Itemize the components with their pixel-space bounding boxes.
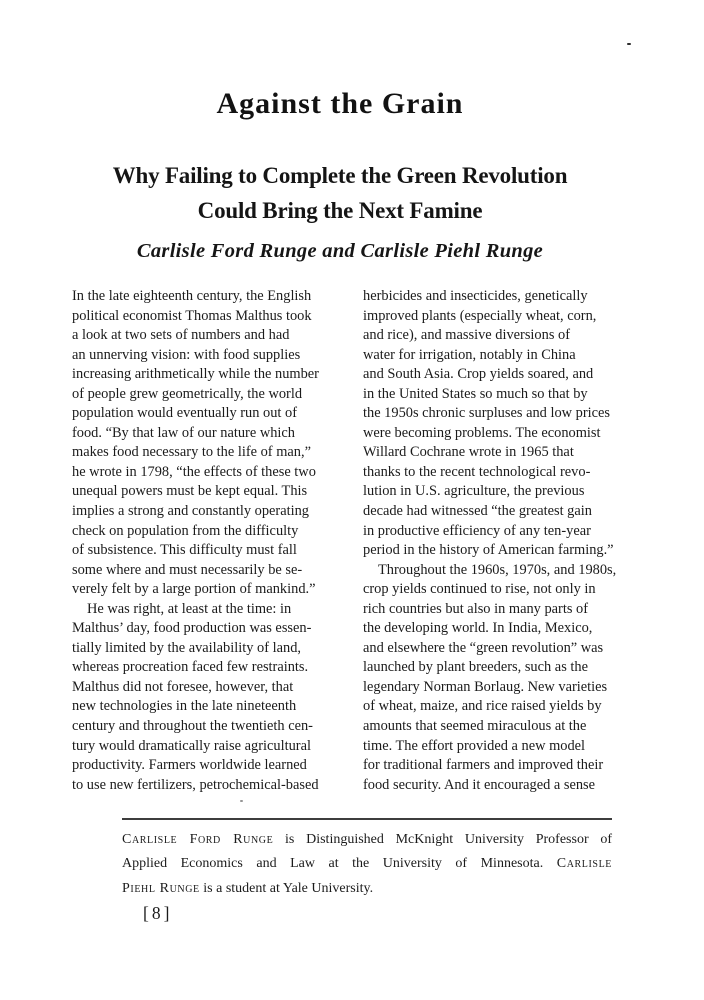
subtitle-line: Could Bring the Next Famine [197,198,483,223]
footnote-rule [122,818,612,820]
body-line: water for irrigation, notably in China [363,346,576,363]
body-line: crop yields continued to rise, not only in [363,581,596,598]
author-note-line [122,877,612,901]
author-note [122,818,612,901]
body-line: legendary Norman Borlaug. New varieties [363,678,608,695]
body-line: makes food necessary to the life of man,” [72,444,311,461]
body-line: period in the history of American farming.” [363,542,614,559]
body-line: an unnerving vision: with food supplies [72,346,301,363]
body-line: and elsewhere the “green revolution” was [363,639,604,656]
body-line: of people grew geometrically, the world [72,385,303,402]
author-note-text: is a student at Yale University. [199,880,374,896]
body-line: Willard Cochrane wrote in 1965 that [363,444,574,461]
body-line: of subsistence. This difficulty must fall [72,542,297,559]
body-line: to use new fertilizers, petrochemical-based [72,776,319,793]
body-line: improved plants (especially wheat, corn, [363,307,597,324]
body-line: he wrote in 1798, “the effects of these two [72,463,316,480]
body-line: tury would dramatically raise agricultural [72,737,311,754]
scan-speck [240,800,243,802]
author-note-line [122,828,612,852]
body-line: lution in U.S. agriculture, the previous [363,483,585,500]
body-line: unequal powers must be kept equal. This [72,483,308,500]
body-line: in the United States so much so that by [363,385,588,402]
body-line: He was right, at least at the time: in [87,600,292,617]
author-name: Carlisle Ford Runge [122,832,274,847]
body-line: food security. And it encouraged a sense [363,776,596,793]
article-title: Against the Grain [216,87,464,120]
author-note-line [122,852,612,876]
body-line: a look at two sets of numbers and had [72,327,290,344]
body-line: for traditional farmers and improved their [363,757,604,774]
body-line: tially limited by the availability of land, [72,639,301,656]
author-note-text: Applied Economics and Law at the University of Minnesota. [122,856,544,872]
body-line: In the late eighteenth century, the English [72,288,312,304]
article-subtitle [10,158,670,228]
body-line: and South Asia. Crop yields soared, and [363,366,594,383]
article-byline: Carlisle Ford Runge and Carlisle Piehl Runge [136,240,544,262]
body-line: rich countries but also in many parts of [363,600,589,617]
body-line: the 1950s chronic surpluses and low prices [363,405,610,422]
body-line: political economist Thomas Malthus took [72,307,312,324]
body-line: check on population from the difficulty [72,522,299,539]
body-line: Malthus’ day, food production was essen- [72,620,312,637]
body-line: population would eventually run out of [72,405,298,422]
body-line: century and throughout the twentieth cen- [72,718,313,735]
body-line: launched by plant breeders, such as the [363,659,588,676]
scan-speck [627,43,631,45]
body-line: Malthus did not foresee, however, that [72,678,294,695]
author-name: Carlisle [556,856,612,872]
subtitle-line: Why Failing to Complete the Green Revolution [112,163,568,188]
body-line: herbicides and insecticides, genetically [363,288,588,304]
body-column-right [363,287,657,795]
body-line: in productive efficiency of any ten-year [363,522,591,539]
body-line: were becoming problems. The economist [363,424,601,441]
body-line: and rice), and massive diversions of [363,327,571,344]
body-line: increasing arithmetically while the number [72,366,319,383]
body-line: of wheat, maize, and rice raised yields by [363,698,602,715]
body-line: new technologies in the late nineteenth [72,698,297,715]
body-line: productivity. Farmers worldwide learned [72,757,307,774]
author-note-text: is Distinguished McKnight University Professor of [273,832,612,847]
body-line: implies a strong and constantly operating [72,503,309,520]
body-line: verely felt by a large portion of mankind.” [72,581,316,598]
body-line: Throughout the 1960s, 1970s, and 1980s, [378,561,617,578]
body-line: some where and must necessarily be se- [72,561,303,578]
body-column-left [72,287,360,795]
author-name: Piehl Runge [122,880,200,896]
page-number: [8] [143,903,173,923]
body-line: thanks to the recent technological revo- [363,463,591,480]
body-line: food. “By that law of our nature which [72,424,295,441]
body-line: decade had witnessed “the greatest gain [363,503,592,520]
body-line: amounts that seemed miraculous at the [363,718,587,735]
body-line: the developing world. In India, Mexico, [363,620,593,637]
body-line: whereas procreation faced few restraints. [72,659,309,676]
body-line: time. The effort provided a new model [363,737,586,754]
